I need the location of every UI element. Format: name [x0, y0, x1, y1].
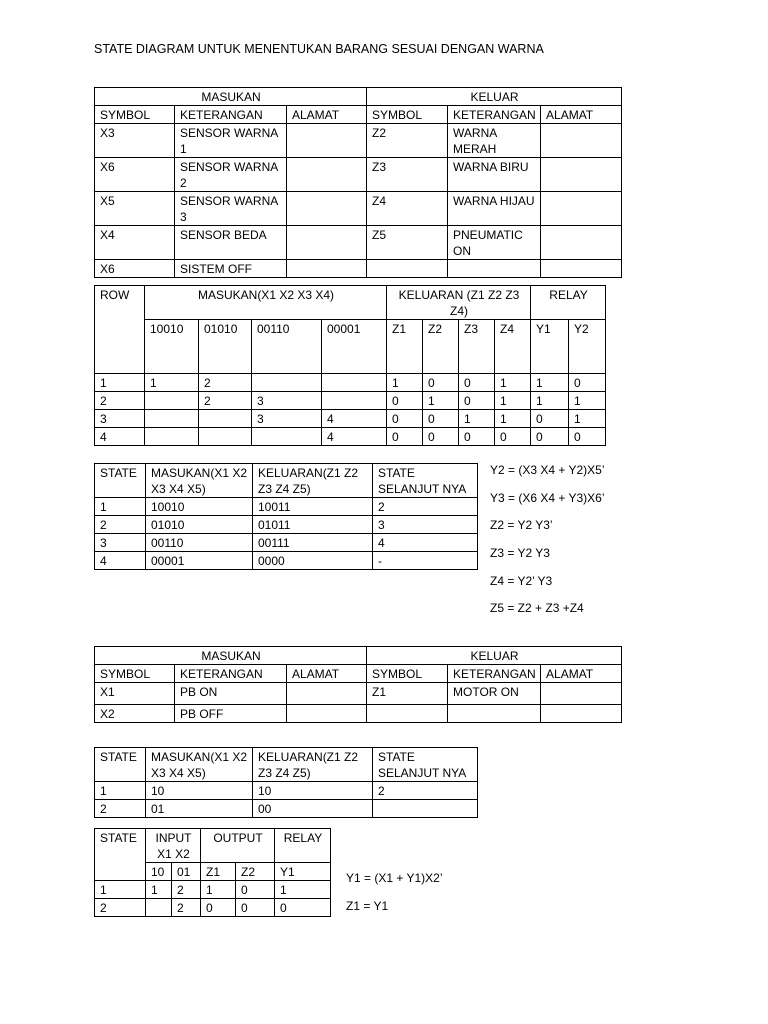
table-cell: 0 [387, 392, 423, 410]
column-header: 10 [146, 863, 172, 881]
column-header: 01 [172, 863, 201, 881]
table-cell [541, 192, 622, 226]
table-cell [322, 374, 387, 392]
equation: Z1 = Y1 [346, 899, 389, 913]
table-cell: 0 [495, 428, 531, 446]
table-cell: 01 [146, 800, 253, 818]
table-cell: 0 [387, 428, 423, 446]
io-table-motor [94, 646, 622, 723]
column-header: SYMBOL [95, 106, 175, 124]
table-row [95, 534, 478, 552]
table-row [95, 899, 331, 917]
table-cell: 3 [95, 410, 145, 428]
column-header: ALAMAT [287, 665, 367, 683]
table-cell: PNEUMATIC ON [448, 226, 541, 260]
table-cell [287, 226, 367, 260]
column-header: 10010 [145, 320, 199, 374]
table-cell: 1 [569, 392, 606, 410]
table-cell: 1 [146, 881, 172, 899]
table-cell: 3 [373, 516, 478, 534]
table-cell: 0 [201, 899, 236, 917]
column-header: Y1 [531, 320, 569, 374]
table-cell: Z2 [367, 124, 448, 158]
table-cell: 00 [253, 800, 373, 818]
column-header: STATE [95, 464, 146, 498]
table-cell: 4 [322, 428, 387, 446]
table-cell: 0 [459, 374, 495, 392]
table-row [95, 374, 606, 392]
table-row [95, 392, 606, 410]
table-cell [199, 410, 252, 428]
table-cell: WARNA MERAH [448, 124, 541, 158]
equation: Z3 = Y2 Y3 [490, 546, 550, 560]
column-header: MASUKAN(X1 X2 X3 X4 X5) [146, 748, 253, 782]
equation: Y3 = (X6 X4 + Y3)X6’ [490, 491, 605, 505]
relay-header: RELAY [531, 286, 606, 320]
table-cell [448, 705, 541, 723]
table-cell: SENSOR WARNA 3 [175, 192, 287, 226]
table-cell: 0000 [253, 552, 373, 570]
table-row [95, 158, 622, 192]
table-cell: 1 [95, 782, 146, 800]
table-cell: PB ON [175, 683, 287, 705]
table-row [95, 705, 622, 723]
table-cell: 00001 [146, 552, 253, 570]
table-cell [541, 226, 622, 260]
state-table-warna [94, 463, 478, 570]
table-cell [373, 800, 478, 818]
table-cell [145, 410, 199, 428]
table-cell: 0 [531, 428, 569, 446]
table-cell [252, 374, 322, 392]
row-header: ROW [95, 286, 145, 374]
table-row [95, 226, 622, 260]
column-header: ALAMAT [541, 665, 622, 683]
table-cell: 1 [387, 374, 423, 392]
table-cell: 2 [199, 392, 252, 410]
table-cell: 0 [236, 881, 275, 899]
table-cell [252, 428, 322, 446]
table-cell [287, 705, 367, 723]
table-cell: 2 [172, 899, 201, 917]
table-cell [287, 260, 367, 278]
equation: Y1 = (X1 + Y1)X2’ [346, 871, 443, 885]
table-cell: 1 [531, 392, 569, 410]
column-header: MASUKAN(X1 X2 X3 X4 X5) [146, 464, 253, 498]
table-cell: 3 [252, 410, 322, 428]
table-cell: 1 [531, 374, 569, 392]
keluaran-header: KELUARAN (Z1 Z2 Z3 Z4) [387, 286, 531, 320]
table-cell: 1 [459, 410, 495, 428]
table-cell: 0 [569, 374, 606, 392]
table-cell: 0 [459, 428, 495, 446]
table-cell: SENSOR WARNA 2 [175, 158, 287, 192]
table-cell [541, 124, 622, 158]
table-cell: X2 [95, 705, 175, 723]
table-cell: WARNA HIJAU [448, 192, 541, 226]
column-header: ALAMAT [287, 106, 367, 124]
table-cell: 3 [95, 534, 146, 552]
table-cell: 1 [495, 374, 531, 392]
table-cell: MOTOR ON [448, 683, 541, 705]
column-header: KETERANGAN [448, 665, 541, 683]
table-row [95, 782, 478, 800]
io-table-warna [94, 87, 622, 278]
table-cell: 1 [201, 881, 236, 899]
table-cell: 10 [253, 782, 373, 800]
table-cell: 0 [423, 374, 459, 392]
column-header: SYMBOL [95, 665, 175, 683]
output-header: OUTPUT [201, 829, 275, 863]
table-cell: 1 [95, 881, 146, 899]
table-cell: 00110 [146, 534, 253, 552]
table-cell: 4 [373, 534, 478, 552]
table-cell [367, 260, 448, 278]
column-header: KELUARAN(Z1 Z2 Z3 Z4 Z5) [253, 748, 373, 782]
table-cell [448, 260, 541, 278]
table-cell: 0 [531, 410, 569, 428]
table-cell: Z5 [367, 226, 448, 260]
table-cell: 2 [95, 800, 146, 818]
column-header: Z2 [236, 863, 275, 881]
state-table-motor [94, 747, 478, 818]
table-cell: 0 [387, 410, 423, 428]
column-header: KELUARAN(Z1 Z2 Z3 Z4 Z5) [253, 464, 373, 498]
table-cell: 4 [95, 428, 145, 446]
table-row [95, 428, 606, 446]
column-header: KETERANGAN [448, 106, 541, 124]
table-cell [541, 158, 622, 192]
page-title: STATE DIAGRAM UNTUK MENENTUKAN BARANG SESUAI DENGAN WARNA [94, 42, 544, 56]
state-header: STATE [95, 829, 146, 881]
table-cell: 1 [569, 410, 606, 428]
flow-table [94, 285, 606, 446]
column-header: Z1 [201, 863, 236, 881]
column-header: SYMBOL [367, 665, 448, 683]
table-cell: X6 [95, 158, 175, 192]
table-cell: 1 [423, 392, 459, 410]
table-cell: 10010 [146, 498, 253, 516]
table-cell: - [373, 552, 478, 570]
column-header: 00110 [252, 320, 322, 374]
table-cell: 01011 [253, 516, 373, 534]
table-cell: 0 [569, 428, 606, 446]
table-cell [541, 683, 622, 705]
table-cell: 2 [172, 881, 201, 899]
table-cell: SENSOR WARNA 1 [175, 124, 287, 158]
column-header: STATE [95, 748, 146, 782]
table-row [95, 800, 478, 818]
table-cell: X6 [95, 260, 175, 278]
table-cell [322, 392, 387, 410]
table-cell: 0 [423, 410, 459, 428]
table-cell: SENSOR BEDA [175, 226, 287, 260]
table-cell [287, 683, 367, 705]
equation: Z4 = Y2’ Y3 [490, 574, 553, 588]
keluar-header: KELUAR [367, 88, 622, 106]
table-cell: X1 [95, 683, 175, 705]
table-cell: 1 [95, 374, 145, 392]
table-cell: 1 [495, 410, 531, 428]
equation: Z2 = Y2 Y3’ [490, 518, 553, 532]
table-cell: 0 [459, 392, 495, 410]
table-cell: 1 [95, 498, 146, 516]
table-cell [145, 392, 199, 410]
table-cell [145, 428, 199, 446]
table-cell: X3 [95, 124, 175, 158]
table-row [95, 881, 331, 899]
table-cell: 2 [199, 374, 252, 392]
table-cell: 2 [373, 498, 478, 516]
table-cell: WARNA BIRU [448, 158, 541, 192]
table-cell: 2 [95, 516, 146, 534]
table-cell: 10 [146, 782, 253, 800]
masukan-header: MASUKAN(X1 X2 X3 X4) [145, 286, 387, 320]
table-cell [541, 705, 622, 723]
column-header: 00001 [322, 320, 387, 374]
equation: Z5 = Z2 + Z3 +Z4 [490, 601, 584, 615]
table-row [95, 192, 622, 226]
table-cell: PB OFF [175, 705, 287, 723]
column-header: KETERANGAN [175, 665, 287, 683]
relay-header: RELAY [275, 829, 331, 863]
table-cell: 3 [252, 392, 322, 410]
table-cell: X5 [95, 192, 175, 226]
table-row [95, 260, 622, 278]
table-row [95, 516, 478, 534]
table-cell [287, 158, 367, 192]
table-cell [199, 428, 252, 446]
column-header: Z1 [387, 320, 423, 374]
masukan-header: MASUKAN [95, 647, 367, 665]
table-cell: 0 [423, 428, 459, 446]
table-cell: Z3 [367, 158, 448, 192]
table-cell: Z4 [367, 192, 448, 226]
column-header: ALAMAT [541, 106, 622, 124]
masukan-header: MASUKAN [95, 88, 367, 106]
table-cell: 4 [322, 410, 387, 428]
column-header: 01010 [199, 320, 252, 374]
table-row [95, 683, 622, 705]
column-header: Z2 [423, 320, 459, 374]
column-header: KETERANGAN [175, 106, 287, 124]
table-cell: SISTEM OFF [175, 260, 287, 278]
table-cell: 10011 [253, 498, 373, 516]
table-cell: 4 [95, 552, 146, 570]
state-io-relay-table [94, 828, 331, 917]
column-header: Y2 [569, 320, 606, 374]
equation: Y2 = (X3 X4 + Y2)X5’ [490, 463, 605, 477]
table-cell: 2 [95, 392, 145, 410]
table-cell: 01010 [146, 516, 253, 534]
column-header: STATE SELANJUT NYA [373, 464, 478, 498]
table-cell: 2 [95, 899, 146, 917]
table-cell [146, 899, 172, 917]
column-header: Z3 [459, 320, 495, 374]
table-cell: 0 [236, 899, 275, 917]
table-cell: 00111 [253, 534, 373, 552]
table-row [95, 552, 478, 570]
table-cell: 1 [145, 374, 199, 392]
input-header: INPUT X1 X2 [146, 829, 201, 863]
column-header: Z4 [495, 320, 531, 374]
table-cell [287, 124, 367, 158]
column-header: SYMBOL [367, 106, 448, 124]
keluar-header: KELUAR [367, 647, 622, 665]
table-cell [541, 260, 622, 278]
table-cell: X4 [95, 226, 175, 260]
table-cell: 2 [373, 782, 478, 800]
table-row [95, 498, 478, 516]
table-row [95, 124, 622, 158]
column-header: Y1 [275, 863, 331, 881]
table-cell: 0 [275, 899, 331, 917]
table-cell [287, 192, 367, 226]
table-cell [367, 705, 448, 723]
column-header: STATE SELANJUT NYA [373, 748, 478, 782]
table-row [95, 410, 606, 428]
table-cell: Z1 [367, 683, 448, 705]
table-cell: 1 [275, 881, 331, 899]
table-cell: 1 [495, 392, 531, 410]
